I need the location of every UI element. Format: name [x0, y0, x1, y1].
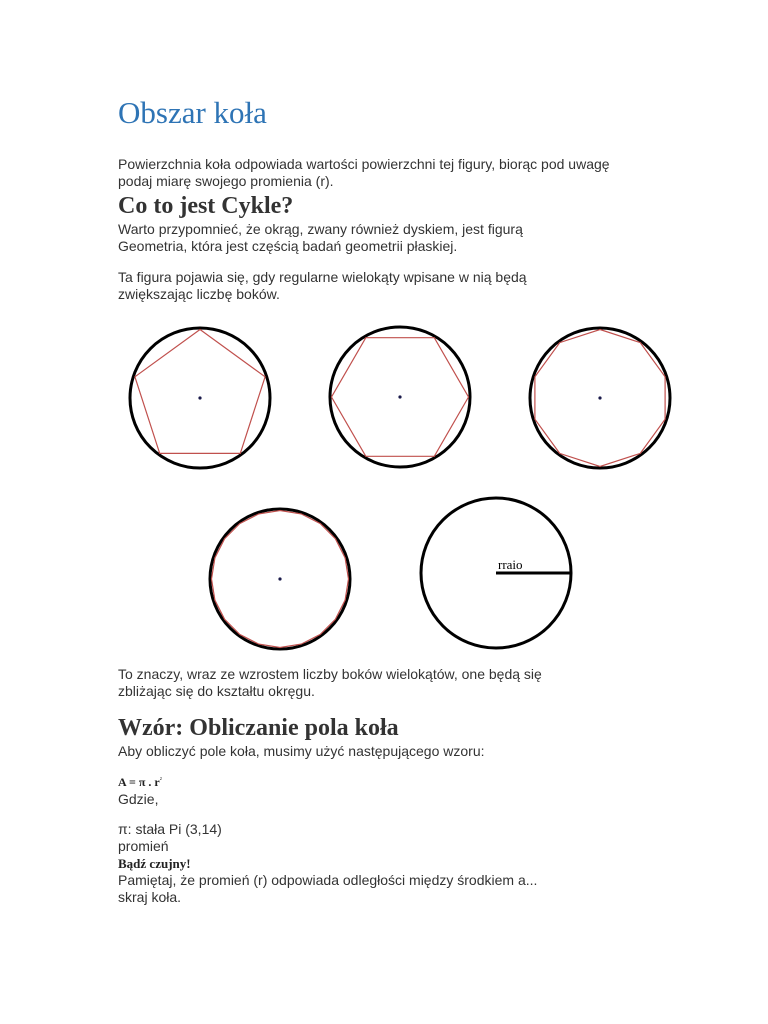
section-heading-formula: Wzór: Obliczanie pola koła — [118, 715, 399, 741]
radius-label: rraio — [498, 557, 523, 572]
polygon-line-1: Ta figura pojawia się, gdy regularne wielokąty wpisane w nią będą — [118, 269, 527, 285]
warning-line-2: skraj koła. — [118, 889, 182, 905]
polygon-line-2: zwiększając liczbę boków. — [118, 286, 280, 302]
intro-line-1: Powierzchnia koła odpowiada wartości powierzchni tej figury, biorąc pod uwagę — [118, 156, 610, 172]
convergence-paragraph — [118, 666, 678, 700]
inscribed-polygon-5 — [135, 330, 265, 454]
section-heading-circle: Co to jest Cykle? — [118, 193, 294, 219]
radius-definition: promień — [118, 838, 169, 854]
formula-text: A = π . r — [118, 775, 160, 789]
formula-intro: Aby obliczyć pole koła, musimy użyć następującego wzoru: — [118, 743, 485, 759]
warning-line-1: Pamiętaj, że promień (r) odpowiada odległości między środkiem a... — [118, 872, 538, 888]
definition-line-2: Geometria, która jest częścią badań geometrii płaskiej. — [118, 238, 458, 254]
center-point-5 — [198, 396, 201, 399]
center-point-6 — [398, 395, 401, 398]
page-title: Obszar koła — [118, 95, 267, 130]
radius-circle-group — [421, 498, 571, 648]
center-point-10 — [598, 396, 601, 399]
convergence-line-2: zbliżając się do kształtu okręgu. — [118, 683, 315, 699]
convergence-line-1: To znaczy, wraz ze wzrostem liczby boków wielokątów, one będą się — [118, 666, 542, 682]
center-point-20 — [278, 577, 281, 580]
intro-line-2: podaj miarę swojego promienia (r). — [118, 173, 334, 189]
warning-title: Bądź czujny! — [118, 856, 191, 871]
definitions-block — [118, 821, 678, 906]
pi-definition: π: stała Pi (3,14) — [118, 821, 222, 837]
formula-exponent: ² — [159, 776, 162, 784]
area-formula — [118, 775, 162, 790]
where-label: Gdzie, — [118, 791, 159, 807]
definition-line-1: Warto przypomnieć, że okrąg, zwany również dyskiem, jest figurą — [118, 221, 523, 237]
